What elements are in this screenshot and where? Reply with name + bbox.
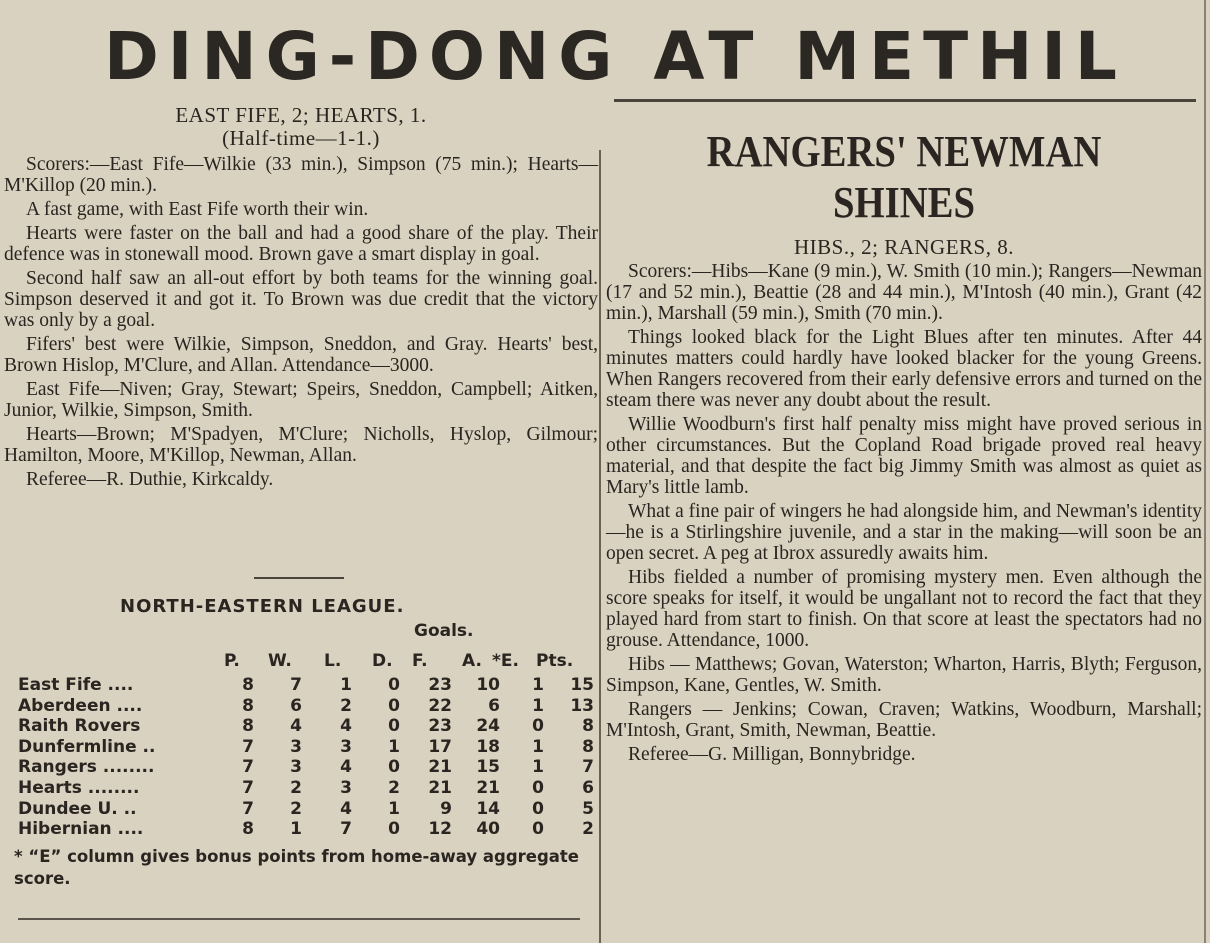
league-table-row	[14, 778, 594, 799]
cell-a: 14	[476, 798, 500, 819]
cell-d: 0	[388, 757, 400, 778]
match-score-hibs-rangers: HIBS., 2; RANGERS, 8.	[794, 235, 1014, 259]
league-table-row	[14, 819, 594, 840]
cell-w: 7	[290, 675, 302, 695]
col-header-w: W.	[268, 651, 292, 671]
team-name: Hearts ........	[18, 778, 140, 798]
cell-pts: 7	[582, 757, 594, 778]
cell-p: 7	[242, 778, 254, 798]
cell-f: 21	[428, 757, 452, 778]
cell-w: 3	[290, 736, 302, 757]
cell-p: 7	[242, 757, 254, 778]
cell-p: 8	[242, 716, 254, 737]
team-name: Raith Rovers	[18, 716, 141, 737]
cell-pts: 13	[570, 695, 594, 716]
cell-p: 7	[242, 798, 254, 819]
column-divider	[599, 150, 601, 943]
cell-f: 12	[428, 819, 452, 840]
cell-p: 7	[242, 736, 254, 757]
cell-w: 1	[290, 819, 302, 840]
cell-e: 1	[532, 675, 544, 695]
referee-line: Referee—R. Duthie, Kirkcaldy.	[26, 469, 274, 490]
main-headline: DING-DONG AT METHIL	[103, 18, 1126, 95]
cell-a: 6	[488, 695, 500, 716]
cell-d: 0	[388, 819, 400, 840]
league-table-row	[14, 695, 594, 717]
cell-f: 23	[428, 716, 452, 737]
cell-d: 0	[388, 675, 400, 695]
cell-d: 1	[388, 736, 400, 757]
rangers-lineup: Rangers — Jenkins; Cowan, Craven; Watkins, Woodburn, Marshall; M'Intosh, Grant, Smith, Newman, Beattie.	[606, 699, 1202, 741]
cell-f: 17	[428, 736, 452, 757]
cell-d: 2	[388, 778, 400, 798]
cell-f: 9	[440, 798, 452, 819]
col-header-l: L.	[324, 651, 342, 671]
team-name: Dunfermline ..	[18, 736, 156, 757]
team-name: Aberdeen ....	[18, 695, 143, 716]
cell-pts: 15	[570, 675, 594, 695]
report-paragraph: Things looked black for the Light Blues after ten minutes. After 44 minutes matters could hardly have looked blacker for the young Greens. When Rangers recovered from their early defensive errors and turned on the steam there was never any doubt about the result.	[606, 327, 1202, 411]
report-paragraph: Fifers' best were Wilkie, Simpson, Sneddon, and Gray. Hearts' best, Brown Hislop, M'Clure, and Allan. Attendance—3000.	[4, 334, 598, 376]
cell-l: 4	[340, 716, 352, 737]
cell-a: 18	[476, 736, 500, 757]
cell-e: 1	[532, 695, 544, 716]
col-header-e: *E.	[492, 651, 519, 671]
rangers-headline: RANGERS' NEWMAN SHINES	[706, 127, 1102, 227]
bottom-rule	[18, 918, 580, 920]
report-paragraph: Willie Woodburn's first half penalty miss might have proved serious in other circumstances. But the Copland Road brigade proved real heavy material, and that despite the fact big Jimmy Smith was almost as quiet as Mary's little lamb.	[606, 414, 1202, 498]
cell-w: 2	[290, 798, 302, 819]
cell-p: 8	[242, 675, 254, 695]
cell-pts: 2	[582, 819, 594, 840]
cell-e: 1	[532, 736, 544, 757]
cell-e: 0	[532, 819, 544, 840]
scorers-paragraph: Scorers:—East Fife—Wilkie (33 min.), Simpson (75 min.); Hearts—M'Killop (20 min.).	[4, 154, 598, 196]
cell-l: 2	[340, 695, 352, 716]
section-divider-rule	[254, 577, 344, 579]
team-name: Hibernian ....	[18, 819, 144, 840]
halftime-score: (Half-time—1-1.)	[222, 126, 380, 150]
league-footnote: * “E” column gives bonus points from home-away aggregate score.	[14, 847, 579, 888]
league-table-row	[14, 736, 594, 758]
league-table-row	[14, 757, 594, 778]
cell-pts: 5	[582, 798, 594, 819]
cell-pts: 8	[582, 716, 594, 737]
league-table-row	[14, 798, 594, 820]
cell-d: 0	[388, 716, 400, 737]
cell-a: 15	[476, 757, 500, 778]
scorers-paragraph: Scorers:—Hibs—Kane (9 min.), W. Smith (10 min.); Rangers—Newman (17 and 52 min.), Beattie (28 and 44 min.), M'Intosh (40 min.), Grant (42 min.), Marshall (59 min.), Smith (70 min.).	[606, 261, 1202, 324]
cell-w: 6	[290, 695, 302, 716]
team-name: East Fife ....	[18, 675, 134, 695]
hibs-lineup: Hibs — Matthews; Govan, Waterston; Wharton, Harris, Blyth; Ferguson, Simpson, Kane, Gentles, W. Smith.	[606, 654, 1202, 696]
cell-l: 4	[340, 757, 352, 778]
report-paragraph: A fast game, with East Fife worth their win.	[26, 199, 369, 220]
east-fife-lineup: East Fife—Niven; Gray, Stewart; Speirs, Sneddon, Campbell; Aitken, Junior, Wilkie, Simpson, Smith.	[4, 379, 598, 421]
cell-w: 3	[290, 757, 302, 778]
team-name: Rangers ........	[18, 757, 155, 778]
col-header-f: F.	[412, 651, 428, 671]
cell-l: 3	[340, 736, 352, 757]
cell-p: 8	[242, 819, 254, 840]
cell-pts: 8	[582, 736, 594, 757]
cell-d: 1	[388, 798, 400, 819]
cell-l: 4	[340, 798, 352, 819]
page-edge-rule	[1204, 0, 1206, 943]
league-table-row	[14, 675, 594, 696]
cell-a: 21	[476, 778, 500, 798]
referee-line: Referee—G. Milligan, Bonnybridge.	[628, 744, 916, 765]
cell-p: 8	[242, 695, 254, 716]
right-column	[606, 96, 1202, 768]
cell-l: 7	[340, 819, 352, 840]
col-header-pts: Pts.	[536, 651, 574, 671]
cell-w: 4	[290, 716, 302, 737]
cell-e: 0	[532, 778, 544, 798]
col-header-a: A.	[462, 651, 482, 671]
league-title-wrap	[4, 582, 598, 617]
match-score-east-fife-hearts: EAST FIFE, 2; HEARTS, 1.	[175, 103, 427, 127]
cell-a: 40	[476, 819, 500, 840]
report-paragraph: What a fine pair of wingers he had alongside him, and Newman's identity—he is a Stirlingshire juvenile, and a star in the making—will soon be an open secret. A peg at Ibrox assuredly awaits him.	[606, 501, 1202, 564]
report-paragraph: Hearts were faster on the ball and had a good share of the play. Their defence was in stonewall mood. Brown gave a smart display in goal.	[4, 223, 598, 265]
goals-header: Goals.	[414, 621, 474, 641]
report-paragraph: Hibs fielded a number of promising mystery men. Even although the score speaks for itself, it would be ungallant not to record the fact that they played hard from start to finish. On that score at least the spectators had no grouse. Attendance, 1000.	[606, 567, 1202, 651]
cell-pts: 6	[582, 778, 594, 798]
cell-e: 0	[532, 716, 544, 737]
hearts-lineup: Hearts—Brown; M'Spadyen, M'Clure; Nicholls, Hyslop, Gilmour; Hamilton, Moore, M'Killop, Newman, Allan.	[4, 424, 598, 466]
cell-w: 2	[290, 778, 302, 798]
report-paragraph: Second half saw an all-out effort by both teams for the winning goal. Simpson deserved it and got it. To Brown was due credit that the victory was only by a goal.	[4, 268, 598, 331]
cell-l: 1	[340, 675, 352, 695]
team-name: Dundee U. ..	[18, 798, 137, 819]
left-column	[4, 104, 598, 493]
cell-a: 24	[476, 716, 500, 737]
cell-f: 22	[428, 695, 452, 716]
cell-a: 10	[476, 675, 500, 695]
cell-d: 0	[388, 695, 400, 716]
cell-f: 21	[428, 778, 452, 798]
col-header-p: P.	[224, 651, 240, 671]
cell-e: 0	[532, 798, 544, 819]
cell-l: 3	[340, 778, 352, 798]
col-header-d: D.	[372, 651, 393, 671]
cell-f: 23	[428, 675, 452, 695]
cell-e: 1	[532, 757, 544, 778]
league-table-row	[14, 716, 594, 737]
league-title: NORTH-EASTERN LEAGUE.	[120, 596, 405, 617]
